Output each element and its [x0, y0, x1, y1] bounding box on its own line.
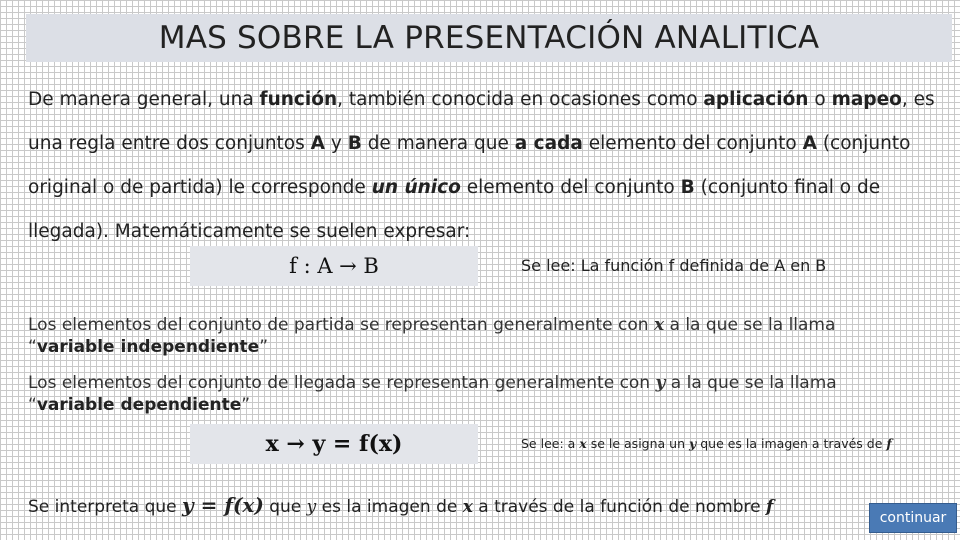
quote: “	[28, 395, 37, 415]
continue-button[interactable]: continuar	[869, 503, 957, 533]
text: , es una regla entre dos conjuntos	[28, 89, 935, 154]
set-a: A	[310, 133, 325, 154]
set-b: B	[680, 177, 695, 198]
text: o	[808, 89, 832, 110]
text: Los elementos del conjunto de llegada se representan generalmente con	[28, 373, 656, 393]
formula-y-equals-fx: y = f(x)	[182, 493, 264, 517]
title-bar	[26, 14, 952, 62]
variable-y: y	[306, 497, 317, 517]
text: que	[263, 497, 307, 517]
formula-mapping: f : A → B	[289, 254, 379, 278]
label-variable-dependiente: variable dependiente	[36, 395, 242, 415]
text: y	[324, 133, 348, 154]
text: , también conocida en ocasiones como	[337, 89, 704, 110]
term-a-cada: a cada	[514, 133, 583, 154]
text: que es la imagen a través de	[696, 436, 887, 451]
text: de manera que	[361, 133, 515, 154]
quote: “	[28, 337, 37, 357]
text: elemento del conjunto	[582, 133, 803, 154]
formula-note-assignment	[521, 436, 892, 451]
formula-assignment: x → y = f(x)	[265, 431, 403, 457]
definition-paragraph	[28, 78, 938, 254]
quote: ”	[241, 395, 251, 415]
set-a: A	[802, 133, 817, 154]
text: (conjunto original o de partida) le corresponde	[28, 133, 911, 198]
dependent-variable-text	[28, 372, 837, 416]
text: (conjunto final o de llegada). Matemáticamente se suelen expresar:	[28, 177, 881, 242]
text: Se lee: a	[521, 436, 580, 451]
text: a la que se la llama	[665, 373, 837, 393]
text: se le asigna un	[586, 436, 689, 451]
independent-variable-text	[28, 314, 835, 358]
term-funcion: función	[259, 89, 338, 110]
formula-box-mapping	[190, 246, 478, 286]
variable-x: x	[462, 497, 473, 517]
quote: ”	[259, 337, 269, 357]
set-b: B	[347, 133, 362, 154]
text: a la que se la llama	[664, 315, 836, 335]
interpretation-text	[28, 493, 773, 517]
text: Los elementos del conjunto de partida se representan generalmente con	[28, 315, 654, 335]
variable-x: x	[579, 436, 587, 451]
function-f: f	[886, 436, 892, 451]
function-f: f	[765, 497, 774, 517]
term-aplicacion: aplicación	[703, 89, 809, 110]
text: Se interpreta que	[28, 497, 183, 517]
page-title: MAS SOBRE LA PRESENTACIÓN ANALITICA	[158, 20, 820, 56]
formula-box-assignment	[190, 424, 478, 464]
text: De manera general, una	[28, 89, 260, 110]
label-variable-independiente: variable independiente	[36, 337, 260, 357]
variable-x: x	[653, 315, 665, 335]
formula-note-mapping: Se lee: La función f definida de A en B	[521, 256, 827, 275]
term-un-unico: un único	[371, 177, 461, 198]
text: a través de la función de nombre	[472, 497, 766, 517]
variable-y: y	[655, 373, 666, 393]
term-mapeo: mapeo	[831, 89, 902, 110]
text: elemento del conjunto	[460, 177, 681, 198]
variable-y: y	[688, 436, 697, 451]
text: es la imagen de	[316, 497, 463, 517]
